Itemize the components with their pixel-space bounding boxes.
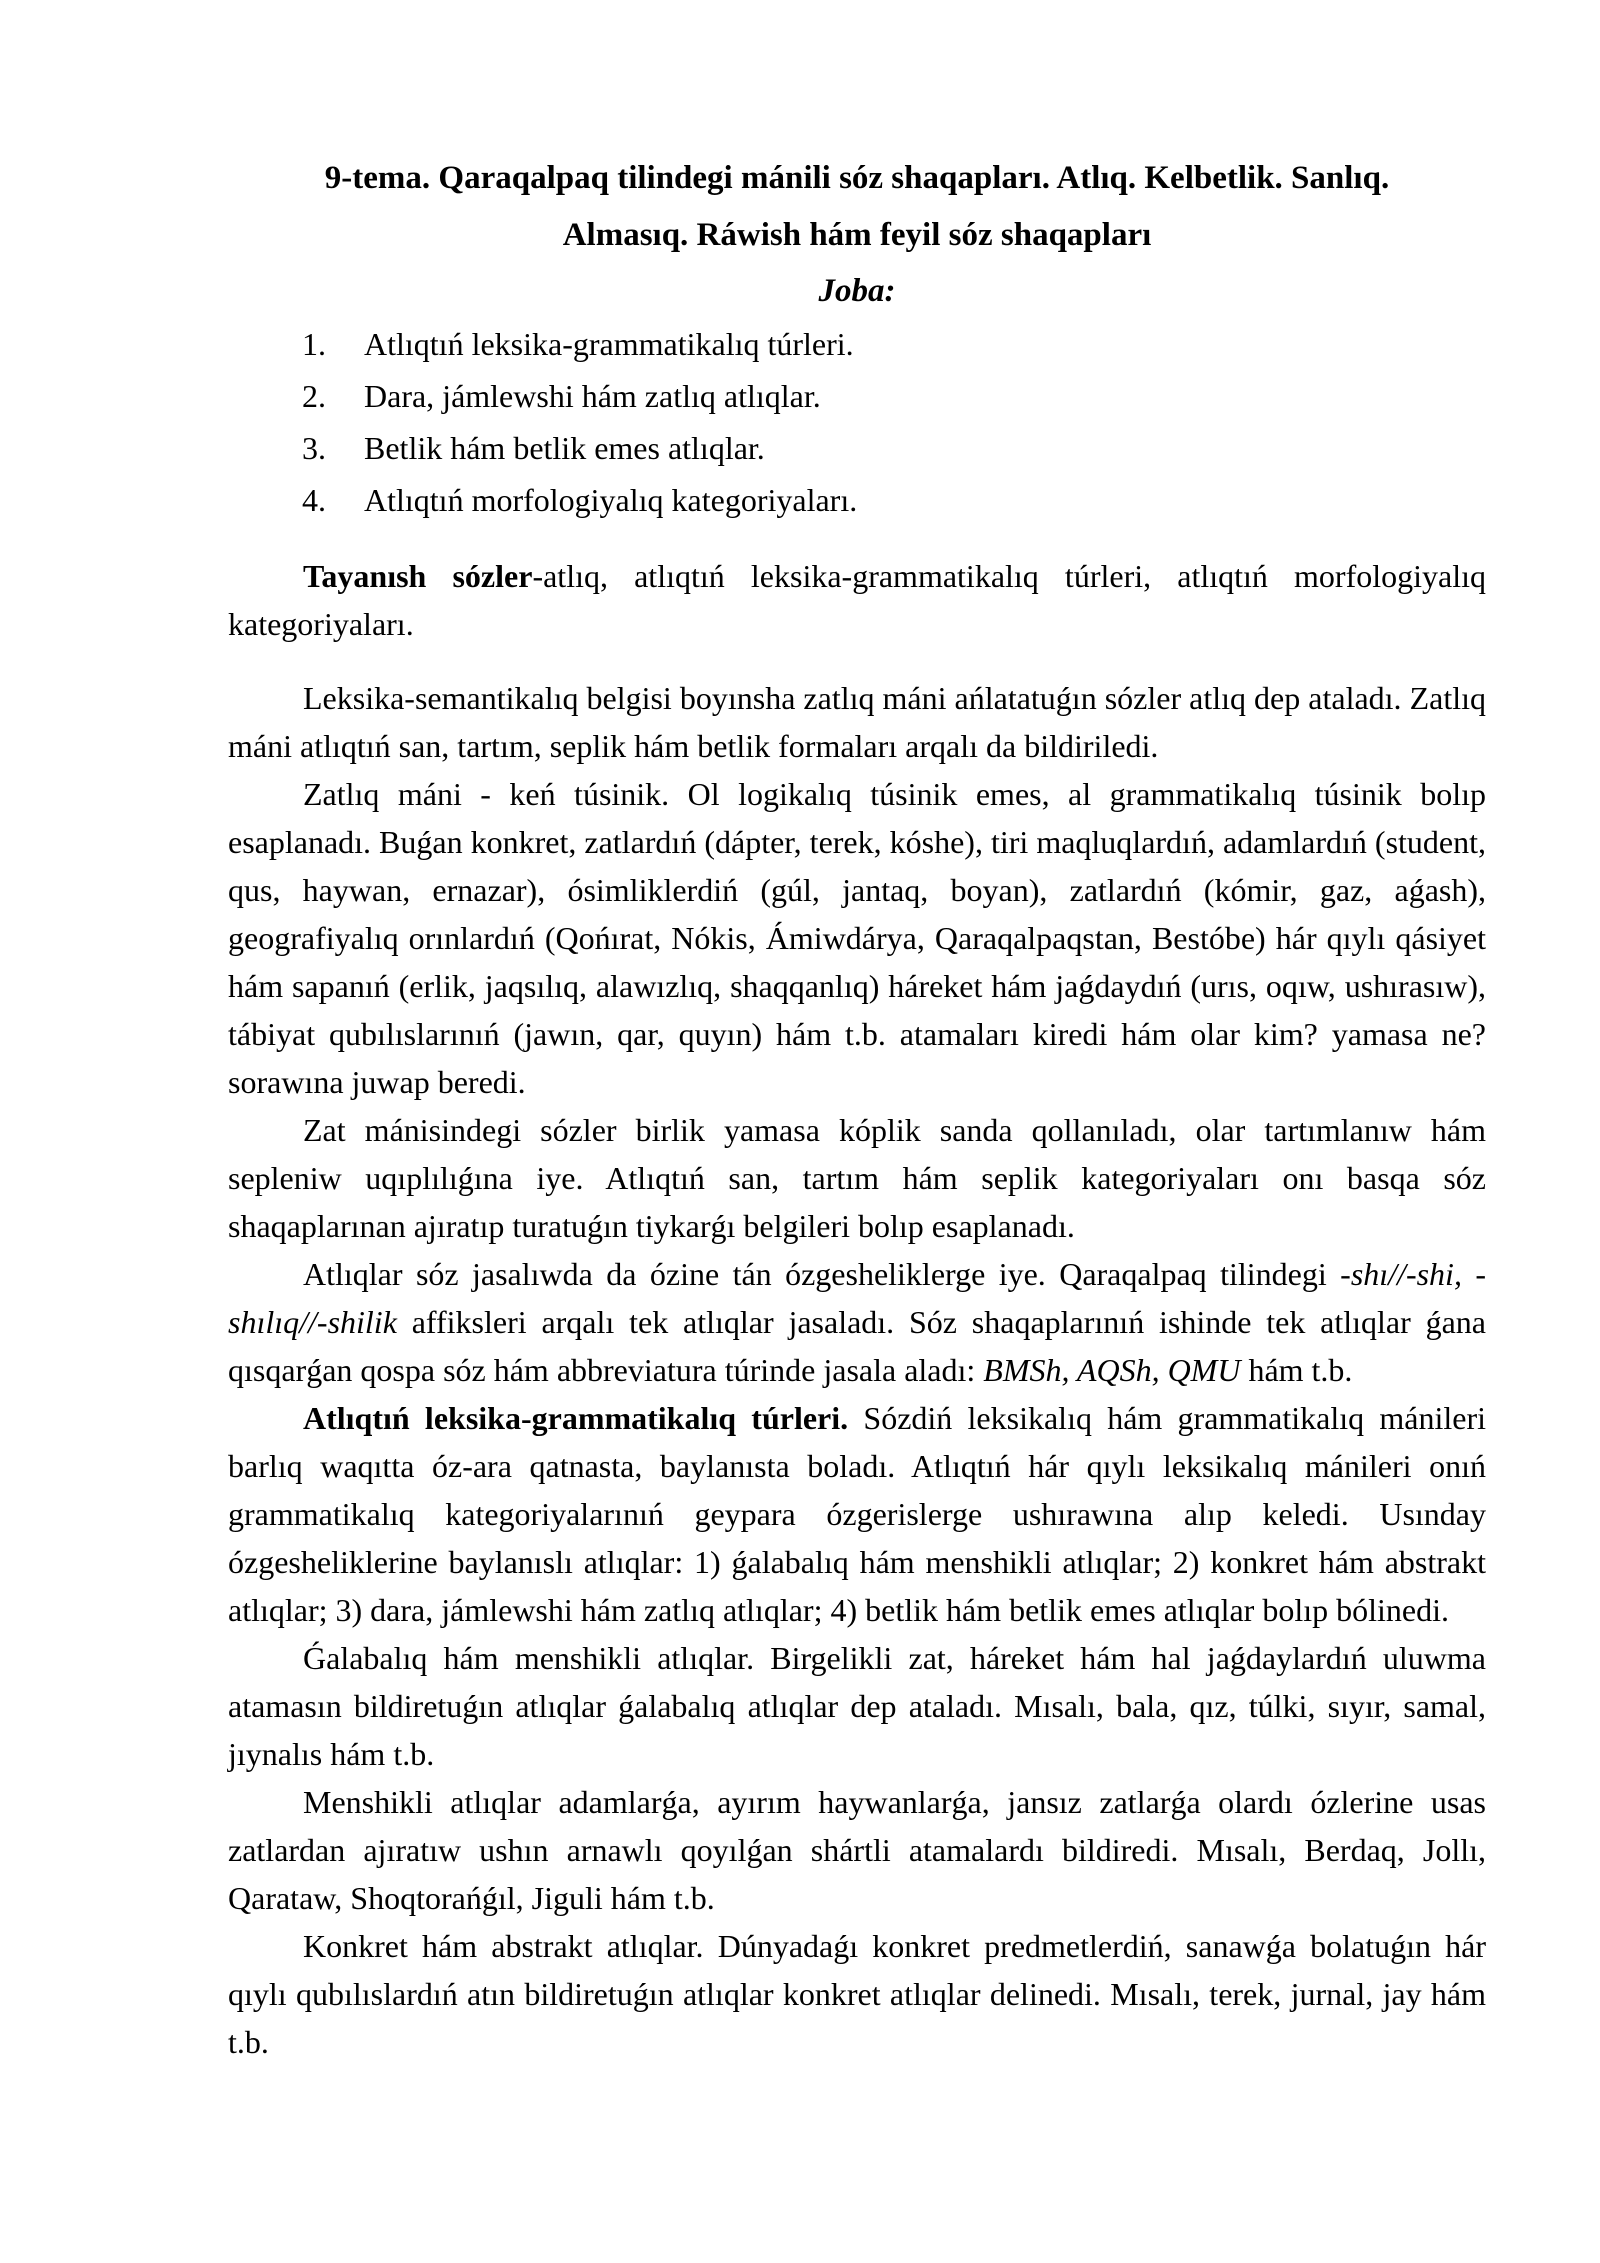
text-run: hám t.b. <box>1240 1352 1353 1388</box>
agenda-item <box>228 474 1486 526</box>
document-body <box>228 552 1486 2066</box>
agenda-item-number: 1. <box>302 326 326 362</box>
agenda-item-text: Dara, jámlewshi hám zatlıq atlıqlar. <box>364 378 821 414</box>
text-run: Leksika-semantikalıq belgisi boyınsha zatlıq máni ańlatatuǵın sózler atlıq dep ataladı. Zatlıq máni atlıqtıń san, tartım, seplik hám betlik formaları arqalı da bildiriledi. <box>228 680 1486 764</box>
text-run: -atlıq, atlıqtıń leksika-grammatikalıq túrleri, atlıqtıń morfologiyalıq kategoriyaları. <box>228 558 1487 642</box>
text-run: Ǵalabalıq hám menshikli atlıqlar. Birgelikli zat, háreket hám hal jaǵdaylardıń uluwma atamasın bildiretuǵın atlıqlar ǵalabalıq atlıqlar dep ataladı. Mısalı, bala, qız, túlki, sıyır, samal, jıynalıs hám t.b. <box>228 1640 1486 1772</box>
paragraph <box>228 1778 1486 1922</box>
text-run: BMSh, AQSh, QMU <box>983 1352 1241 1388</box>
paragraph <box>228 1250 1486 1394</box>
text-run: Atlıqlar sóz jasalıwda da ózine tán ózgesheliklerge iye. Qaraqalpaq tilindegi - <box>303 1256 1351 1292</box>
text-run: Zat mánisindegi sózler birlik yamasa kóplik sanda qollanıladı, olar tartımlanıw hám sepleniw uqıplılıǵına iye. Atlıqtıń san, tartım hám seplik kategoriyaları onı basqa sóz shaqaplarınan ajıratıp turatuǵın tiykarǵı belgileri bolıp esaplanadı. <box>228 1112 1486 1244</box>
paragraph <box>228 1634 1486 1778</box>
agenda-item-text: Betlik hám betlik emes atlıqlar. <box>364 430 765 466</box>
document-title-line-1: 9-tema. Qaraqalpaq tilindegi mánili sóz shaqapları. Atlıq. Kelbetlik. Sanlıq. <box>324 160 1390 196</box>
agenda-item-number: 3. <box>302 430 326 466</box>
text-run: Sózdiń leksikalıq hám grammatikalıq mánileri barlıq waqıtta óz-ara qatnasta, baylanısta boladı. Atlıqtıń hár qıylı leksikalıq mánileri onıń grammatikalıq kategoriyalarınıń geypara ózgerislerge ushırawına alıp keledi. Usınday ózgesheliklerine baylanıslı atlıqlar: 1) ǵalabalıq hám menshikli atlıqlar; 2) konkret hám abstrakt atlıqlar; 3) dara, jámlewshi hám zatlıq atlıqlar; 4) betlik hám betlik emes atlıqlar bolıp bólinedi. <box>228 1400 1487 1628</box>
paragraph <box>228 1394 1486 1634</box>
text-run: Zatlıq máni - keń túsinik. Ol logikalıq túsinik emes, al grammatikalıq túsinik bolıp esaplanadı. Buǵan konkret, zatlardıń (dápter, terek, kóshe), tiri maqluqlardıń, adamlardıń (student, qus, haywan, ernazar), ósimliklerdiń (gúl, jantaq, boyan), zatlardıń (kómir, gaz, aǵash), geografiyalıq orınlardıń (Qońırat, Nókis, Ámiwdárya, Qaraqalpaqstan, Bestóbe) hár qıylı qásiyet hám sapanıń (erlik, jaqsılıq, alawızlıq, shaqqanlıq) háreket hám jaǵdaydıń (urıs, oqıw, ushırasıw), tábiyat qubılıslarınıń (jawın, qar, quyın) hám t.b. atamaları kiredi hám olar kim? yamasa ne? sorawına juwap beredi. <box>228 776 1486 1100</box>
text-run: affiksleri arqalı tek atlıqlar jasaladı. Sóz shaqaplarınıń ishinde tek atlıqlar ǵana qısqarǵan qospa sóz hám abbreviatura túrinde jasala aladı: <box>228 1304 1486 1388</box>
text-run: shı//-shi, -shılıq//-shilik <box>228 1256 1487 1340</box>
paragraph <box>228 552 1486 648</box>
agenda-item-number: 2. <box>302 378 326 414</box>
text-run: Atlıqtıń leksika-grammatikalıq túrleri. <box>303 1400 849 1436</box>
document-title-line-2: Almasıq. Ráwish hám feyil sóz shaqapları <box>562 217 1152 253</box>
text-run: Menshikli atlıqlar adamlarǵa, ayırım haywanlarǵa, jansız zatlarǵa olardı ózlerine usas zatlardan ajıratıw ushın arnawlı qoyılǵan shártli atamalardı bildiredi. Mısalı, Berdaq, Jollı, Qarataw, Shoqtorańǵıl, Jiguli hám t.b. <box>228 1784 1486 1916</box>
agenda-item <box>228 422 1486 474</box>
agenda-item <box>228 318 1486 370</box>
joba-heading: Joba: <box>818 273 896 309</box>
agenda-item-text: Atlıqtıń morfologiyalıq kategoriyaları. <box>364 482 858 518</box>
agenda-item <box>228 370 1486 422</box>
agenda-item-text: Atlıqtıń leksika-grammatikalıq túrleri. <box>364 326 854 362</box>
text-run: Tayanısh sózler <box>303 558 533 594</box>
paragraph <box>228 1922 1486 2066</box>
text-run: Konkret hám abstrakt atlıqlar. Dúnyadaǵı konkret predmetlerdiń, sanawǵa bolatuǵın hár qıylı qubılıslardıń atın bildiretuǵın atlıqlar konkret atlıqlar delinedi. Mısalı, terek, jurnal, jay hám t.b. <box>228 1928 1486 2060</box>
paragraph <box>228 674 1486 770</box>
agenda-item-number: 4. <box>302 482 326 518</box>
document-title <box>228 150 1486 264</box>
paragraph <box>228 770 1486 1106</box>
agenda-list <box>228 318 1486 526</box>
paragraph <box>228 1106 1486 1250</box>
